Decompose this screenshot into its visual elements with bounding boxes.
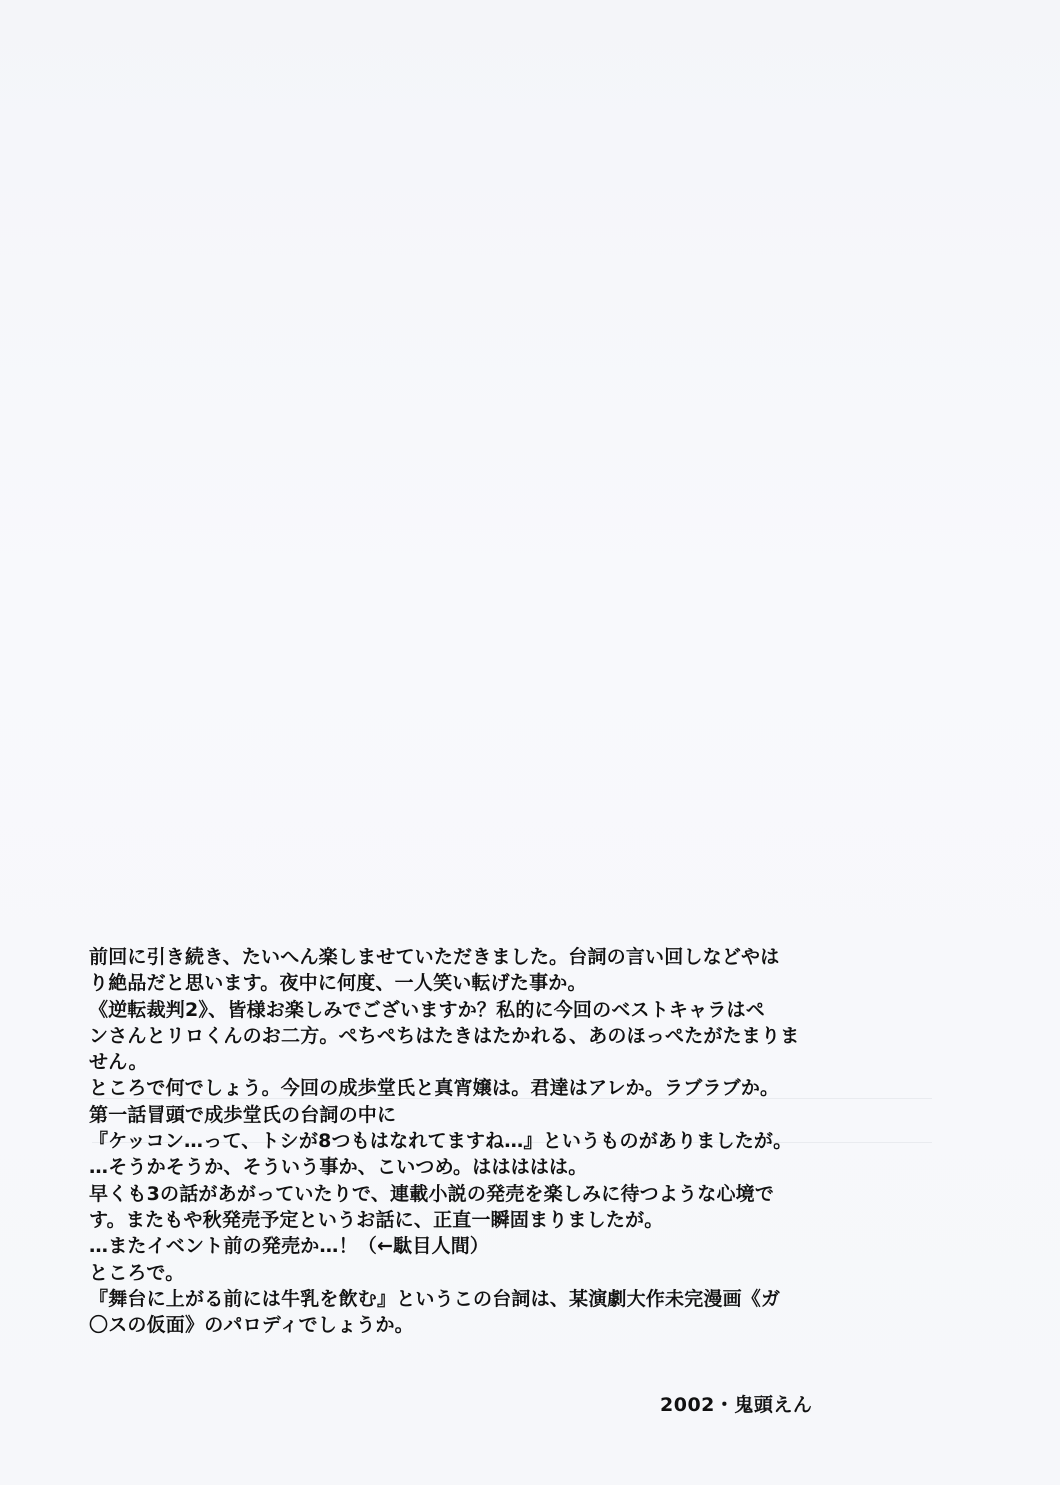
text-line: …そうかそうか、そういう事か、こいつめ。ははははは。	[89, 1156, 588, 1179]
text-line: 第一話冒頭で成歩堂氏の台詞の中に	[89, 1103, 397, 1126]
text-line: …またイベント前の発売か…！（←駄目人間）	[89, 1235, 490, 1258]
text-line: ンさんとリロくんのお二方。ぺちぺちはたきはたかれる、あのほっぺたがたまりま	[89, 1024, 800, 1047]
text-line: 《逆転裁判2》、皆様お楽しみでございますか？私的に今回のベストキャラはペ	[89, 998, 765, 1021]
text-line: せん。	[89, 1051, 148, 1074]
text-line: ところで何でしょう。今回の成歩堂氏と真宵嬢は。君達はアレか。ラブラブか。	[89, 1077, 780, 1100]
text-line: 〇スの仮面》のパロディでしょうか。	[89, 1314, 414, 1337]
text-line: す。またもや秋発売予定というお話に、正直一瞬固まりましたが。	[89, 1208, 664, 1231]
text-line: り絶品だと思います。夜中に何度、一人笑い転げた事か。	[89, 972, 587, 995]
text-line: 『ケッコン…って、トシが8つもはなれてますね…』というものがありましたが。	[89, 1130, 793, 1153]
text-line: 早くも3の話があがっていたりで、連載小説の発売を楽しみに待つような心境で	[89, 1182, 775, 1205]
afterword-text	[89, 944, 849, 1338]
text-line: 『舞台に上がる前には牛乳を飲む』というこの台詞は、某演劇大作未完漫画《ガ	[89, 1287, 781, 1310]
signature: 2002・鬼頭えん	[660, 1394, 813, 1416]
text-line: ところで。	[89, 1261, 185, 1284]
text-line: 前回に引き続き、たいへん楽しませていただきました。台詞の言い回しなどやは	[89, 946, 780, 968]
